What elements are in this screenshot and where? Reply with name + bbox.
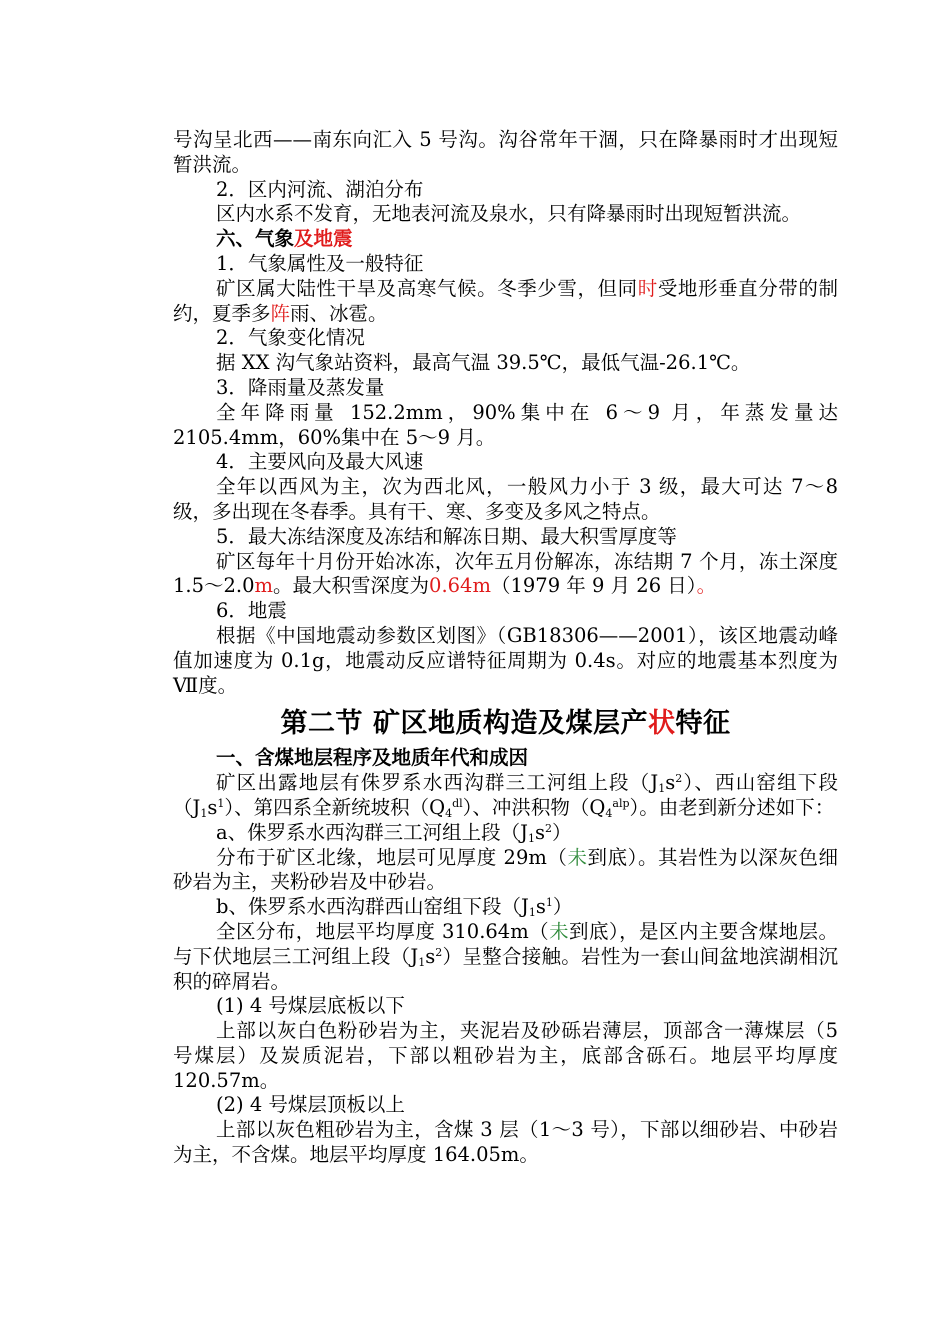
title-text-highlight: 状	[647, 708, 676, 740]
text: 矿区出露地层有侏罗系水西沟群三工河组上段（J	[216, 771, 659, 795]
text: s	[534, 820, 545, 844]
paragraph	[173, 920, 838, 994]
text: ）。由老到新分述如下：	[629, 795, 835, 819]
subheading: 2．气象变化情况	[216, 326, 365, 350]
text: ）、第四系全新统坡积（Q	[224, 795, 446, 819]
subscript: 1	[200, 806, 208, 820]
text: ）、西山窑组下段（J	[173, 771, 838, 819]
subheading: (1) 4 号煤层底板以下	[216, 994, 405, 1018]
paragraph: 上部以灰色粗砂岩为主，含煤 3 层（1～3 号），下部以细砂岩、中砂岩为主，不含煤。地层平均厚度 164.05m。	[173, 1118, 838, 1167]
heading-text-highlight: 及地震	[294, 227, 353, 251]
text: ）、冲洪积物（Q	[462, 795, 606, 819]
subheading: 3．降雨量及蒸发量	[216, 375, 385, 399]
paragraph	[173, 846, 838, 896]
paragraph	[173, 771, 838, 821]
text: ）呈整合接触。岩性为一套山间盆地滨湖相沉积的碎屑岩。	[173, 944, 838, 993]
text-highlight: 阵	[270, 301, 291, 325]
paragraph: 号沟呈北西——南东向汇入 5 号沟。沟谷常年干涸，只在降暴雨时才出现短暂洪流。	[173, 128, 838, 176]
paragraph: 根据《中国地震动参数区划图》（GB18306——2001），该区地震动峰值加速度为 0.1g，地震动反应谱特征周期为 0.4s。对应的地震基本烈度为Ⅶ度。	[173, 623, 838, 697]
text: 矿区每年十月份开始冰冻，次年五月份解冻，冻结期 7 个月，冻土深度 1.5～2.0	[173, 549, 838, 598]
text-highlight: 0.64m	[429, 574, 491, 598]
text: b、侏罗系水西沟群西山窑组下段（J	[216, 895, 529, 919]
text: s	[425, 944, 436, 968]
subheading: 1．气象属性及一般特征	[216, 251, 424, 275]
section-heading: 一、含煤地层程序及地质年代和成因	[216, 746, 529, 770]
subheading: 4．主要风向及最大风速	[216, 450, 424, 474]
subheading	[173, 895, 838, 920]
text: 分布于矿区北缘，地层可见厚度 29m（	[216, 845, 568, 869]
subheading: 5．最大冻结深度及冻结和解冻日期、最大积雪厚度等	[216, 524, 677, 548]
paragraph	[173, 550, 838, 600]
text: ）	[552, 895, 573, 919]
subheading: (2) 4 号煤层顶板以上	[216, 1093, 405, 1117]
text-highlight: 未	[549, 919, 570, 943]
paragraph: 全年以西风为主，次为西北风，一般风力小于 3 级，最大可达 7～8 级，多出现在冬春季。具有干、寒、多变及多风之特点。	[173, 475, 838, 523]
paragraph: 全年降雨量 152.2mm，90%集中在 6～9 月，年蒸发量达 2105.4mm，60%集中在 5～9 月。	[173, 400, 838, 449]
subheading	[173, 821, 838, 846]
text-highlight: 未	[567, 845, 588, 869]
superscript: 2	[544, 821, 552, 835]
paragraph: 据 XX 沟气象站资料，最高气温 39.5℃，最低气温-26.1℃。	[216, 351, 751, 375]
subscript: 4	[445, 806, 453, 820]
superscript: 1	[545, 896, 553, 910]
subheading: 6．地震	[216, 599, 287, 623]
subscript: 1	[658, 782, 666, 796]
superscript: alp	[612, 796, 630, 810]
subscript: 1	[418, 955, 426, 969]
text: 雨、冰雹。	[290, 301, 388, 325]
text: 全区分布，地层平均厚度 310.64m（	[216, 919, 550, 943]
text: s	[665, 771, 676, 795]
superscript: 2	[675, 772, 683, 786]
text: s	[535, 895, 546, 919]
text: 受地形垂直分带的制约，夏季多	[173, 276, 838, 325]
heading-text: 六、气象	[216, 227, 295, 251]
text-highlight: 时	[637, 276, 658, 300]
text: （1979 年 9 月 26 日）	[490, 574, 697, 598]
text: 到底），是区内主要含煤地层。与下伏地层三工河组上段（J	[173, 919, 838, 968]
paragraph: 上部以灰白色粉砂岩为主，夹泥岩及砂砾岩薄层，顶部含一薄煤层（5 号煤层）及炭质泥岩，下部以粗砂岩为主，底部含砾石。地层平均厚度 120.57m。	[173, 1019, 838, 1092]
title-text: 第二节 矿区地质构造及煤层产	[280, 708, 648, 740]
text-highlight: m	[254, 574, 274, 598]
text: a、侏罗系水西沟群三工河组上段（J	[216, 820, 528, 844]
document-body	[173, 128, 838, 1168]
subscript: 1	[528, 906, 536, 920]
paragraph: 区内水系不发育，无地表河流及泉水，只有降暴雨时出现短暂洪流。	[216, 202, 802, 226]
text: s	[207, 795, 218, 819]
chapter-title	[173, 706, 838, 742]
text: ）	[551, 820, 572, 844]
superscript: 1	[217, 796, 225, 810]
text-highlight: 。	[696, 574, 717, 598]
text: 矿区属大陆性干旱及高寒气候。冬季少雪，但同	[216, 276, 638, 300]
text: 到底）。其岩性为以深灰色细砂岩为主，夹粉砂岩及中砂岩。	[173, 845, 838, 894]
subheading: 2．区内河流、湖泊分布	[216, 177, 424, 201]
paragraph	[173, 277, 838, 327]
text: 。最大积雪深度为	[273, 574, 430, 598]
subscript: 1	[527, 831, 535, 845]
superscript: dl	[452, 796, 463, 810]
superscript: 2	[435, 945, 443, 959]
subscript: 4	[605, 806, 613, 820]
title-text: 特征	[675, 708, 731, 740]
section-heading	[173, 227, 838, 252]
